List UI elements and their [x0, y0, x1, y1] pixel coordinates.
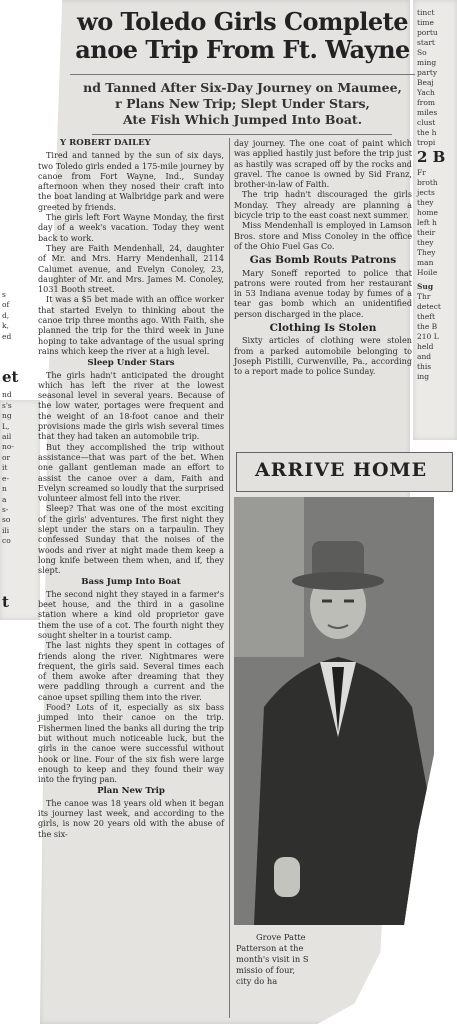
fragment: no-	[2, 442, 14, 452]
fragment: start	[417, 38, 435, 47]
fragment: ed	[2, 331, 12, 341]
fragment: ming	[417, 58, 437, 67]
fragment: nd	[2, 390, 12, 400]
fragment: s-	[2, 504, 9, 514]
fragment: 210 L	[417, 332, 439, 341]
paragraph: The girls hadn't anticipated the drought which has left the river at the lowest seasonal level in several years. Because of the low water, portages were frequent and the weight of an 18-foot canoe and their provisions made the girls wish several times that they had taken an automobile trip.	[38, 369, 224, 442]
arrive-home-title: ARRIVE HOME	[255, 459, 428, 481]
paragraph: Mary Soneff reported to police that patrons were routed from her restaurant in 53 Indiana avenue today by fumes of a tear gas bomb which an unidentified person discharged in the place.	[234, 267, 412, 319]
subhead-rule	[92, 134, 392, 135]
paragraph: They are Faith Mendenhall, 24, daughter of Mr. and Mrs. Harry Mendenhall, 2114 Calumet avenue, and Evelyn Conoley, 23, daughter of Mr. and Mrs. James M. Conoley, 1031 Booth street.	[38, 242, 224, 295]
paragraph: The trip hadn't discouraged the girls Monday. They already are planning a bicycle trip to the east coast next summer.	[234, 189, 412, 221]
fragment: k,	[2, 321, 9, 331]
photo-caption	[236, 932, 356, 987]
fragment: co	[2, 536, 11, 546]
fragment: of	[2, 300, 10, 310]
arrive-home-header	[236, 452, 453, 492]
left-adjacent-column-fragments	[2, 290, 40, 611]
fragment: L,	[2, 421, 10, 431]
article-column-2	[234, 138, 412, 377]
right-adjacent-column-fragments	[417, 8, 457, 382]
subhead-line-2: r Plans New Trip; Slept Under Stars,	[115, 96, 370, 111]
paragraph: The second night they stayed in a farmer's beet house, and the third in a gasoline station where a kind old proprietor gave them the use of a cot. The fourth night they sought shelter in a tourist camp.	[38, 588, 224, 640]
fragment: So	[417, 48, 427, 57]
fragment: the B	[417, 322, 438, 331]
fragment: Yach	[417, 88, 435, 97]
article-column-1	[38, 138, 224, 839]
fragment: Hoile	[417, 268, 438, 277]
fragment: s's	[2, 400, 12, 410]
paragraph: Sixty articles of clothing were stolen from a parked automobile belonging to Joseph Pistilli, Curwenville, Pa., according to a report made to police Sunday.	[234, 335, 412, 377]
fragment: from	[417, 98, 435, 107]
paragraph: The canoe was 18 years old when it began its journey last week, and according to the girls, is now 20 years old with the abuse of the six-	[38, 797, 224, 839]
fragment: detect	[417, 302, 441, 311]
fragment: portu	[417, 28, 438, 37]
subhead-line-3: Ate Fish Which Jumped Into Boat.	[122, 112, 363, 127]
portrait-photo	[234, 497, 434, 925]
portrait-illustration	[234, 497, 434, 925]
caption-line: Grove Patte	[256, 932, 306, 942]
paragraph: But they accomplished the trip without assistance—that was part of the bet. When one gallant gentleman made an effort to assist the canoe over a dam, Faith and Evelyn screamed so loudly that the surprised volunteer almost fell into the river.	[38, 441, 224, 504]
column-divider	[229, 138, 230, 1018]
fragment: held	[417, 342, 434, 351]
fragment: time	[417, 18, 434, 27]
fragment: 2 B	[417, 148, 446, 166]
caption-line: city do ha	[236, 976, 278, 986]
fragment: the h	[417, 128, 437, 137]
fragment: or	[2, 452, 11, 462]
fragment: ng	[2, 411, 12, 421]
paragraph: Tired and tanned by the sun of six days, two Toledo girls ended a 175-mile journey by canoe from Fort Wayne, Ind., Sunday afternoon when they nosed their craft into the boat landing at Walbridge park and were greeted by friends.	[38, 150, 224, 212]
fragment: Fr	[417, 168, 426, 177]
fragment: man	[417, 258, 434, 267]
headline	[70, 8, 415, 64]
paragraph: Food? Lots of it, especially as six bass jumped into their canoe on the trip. Fishermen lined the banks all during the trip but without much noticeable luck, but the girls in the canoe were successful without hook or line. Four of the six fish were large enough to keep and they found their way into the frying pan.	[38, 702, 224, 785]
brief-headline: Gas Bomb Routs Patrons	[249, 254, 397, 267]
fragment: ail	[2, 432, 12, 442]
fragment: jects	[417, 188, 435, 197]
fragment: n	[2, 484, 7, 494]
fragment: a	[2, 494, 7, 504]
fragment: Beaj	[417, 78, 434, 87]
subhead	[70, 80, 415, 128]
section-heading: Sleep Under Stars	[87, 358, 175, 369]
subhead-line-1: nd Tanned After Six-Day Journey on Maumee,	[83, 80, 402, 95]
fragment: they	[417, 198, 434, 207]
fragment: theft	[417, 312, 436, 321]
headline-line-1: wo Toledo Girls Complete	[77, 7, 408, 36]
fragment: ili	[2, 525, 10, 535]
fragment: t	[2, 592, 9, 611]
paragraph: day journey. The one coat of paint which was applied hastily just before the trip just as hastily was scraped off by the rocks and gravel. The canoe is owned by Sid Franz, brother-in-law of Faith.	[234, 138, 412, 190]
fragment: so	[2, 515, 11, 525]
byline: Y ROBERT DAILEY	[60, 138, 151, 148]
fragment: left h	[417, 218, 437, 227]
headline-rule	[70, 74, 415, 75]
section-heading: Bass Jump Into Boat	[81, 577, 181, 588]
headline-line-2: anoe Trip From Ft. Wayne	[75, 35, 410, 64]
fragment: d,	[2, 310, 10, 320]
fragment: s	[2, 290, 6, 299]
fragment: They	[417, 248, 436, 257]
fragment: clust	[417, 118, 436, 127]
caption-line: Patterson at the	[236, 943, 304, 953]
fragment: broth	[417, 178, 438, 187]
paragraph: Sleep? That was one of the most exciting of the girls' adventures. The first night they slept under the stars on a tarpaulin. They confessed Sunday that the noises of the woods and river at night made them keep a long knife between them when, and if, they slept.	[38, 503, 224, 576]
fragment: it	[2, 463, 8, 473]
paragraph: The girls left Fort Wayne Monday, the first day of a week's vacation. Today they went back to work.	[38, 212, 224, 243]
section-heading: Plan New Trip	[97, 786, 165, 797]
caption-line: month's visit in S	[236, 954, 309, 964]
fragment: e-	[2, 473, 9, 483]
caption-line: missio of four,	[236, 965, 296, 975]
brief-headline: Clothing Is Stolen	[269, 322, 377, 335]
fragment: this	[417, 362, 432, 371]
fragment: tinct	[417, 8, 435, 17]
fragment: ing	[417, 372, 430, 381]
fragment: and	[417, 352, 432, 361]
fragment: Thr	[417, 292, 431, 301]
fragment: tropi	[417, 138, 436, 147]
fragment: home	[417, 208, 438, 217]
fragment: their	[417, 228, 436, 237]
fragment: et	[2, 368, 19, 387]
fragment: they	[417, 238, 434, 247]
fragment: party	[417, 68, 438, 77]
paragraph: The last nights they spent in cottages of friends along the river. Nightmares were frequent, the girls said. Several times each of them awoke after dreaming that they were paddling through a current and the canoe upset spilling them into the river.	[38, 640, 224, 702]
fragment: miles	[417, 108, 438, 117]
paragraph: It was a $5 bet made with an office worker that started Evelyn to thinking about the canoe trip three months ago. With Faith, she planned the trip for the third week in June hoping to take advantage of the usual spring rains which keep the river at a high level.	[38, 294, 224, 356]
paragraph: Miss Mendenhall is employed in Lamson Bros. store and Miss Conoley in the office of the Ohio Fuel Gas Co.	[234, 220, 412, 251]
fragment: Sug	[417, 282, 434, 291]
